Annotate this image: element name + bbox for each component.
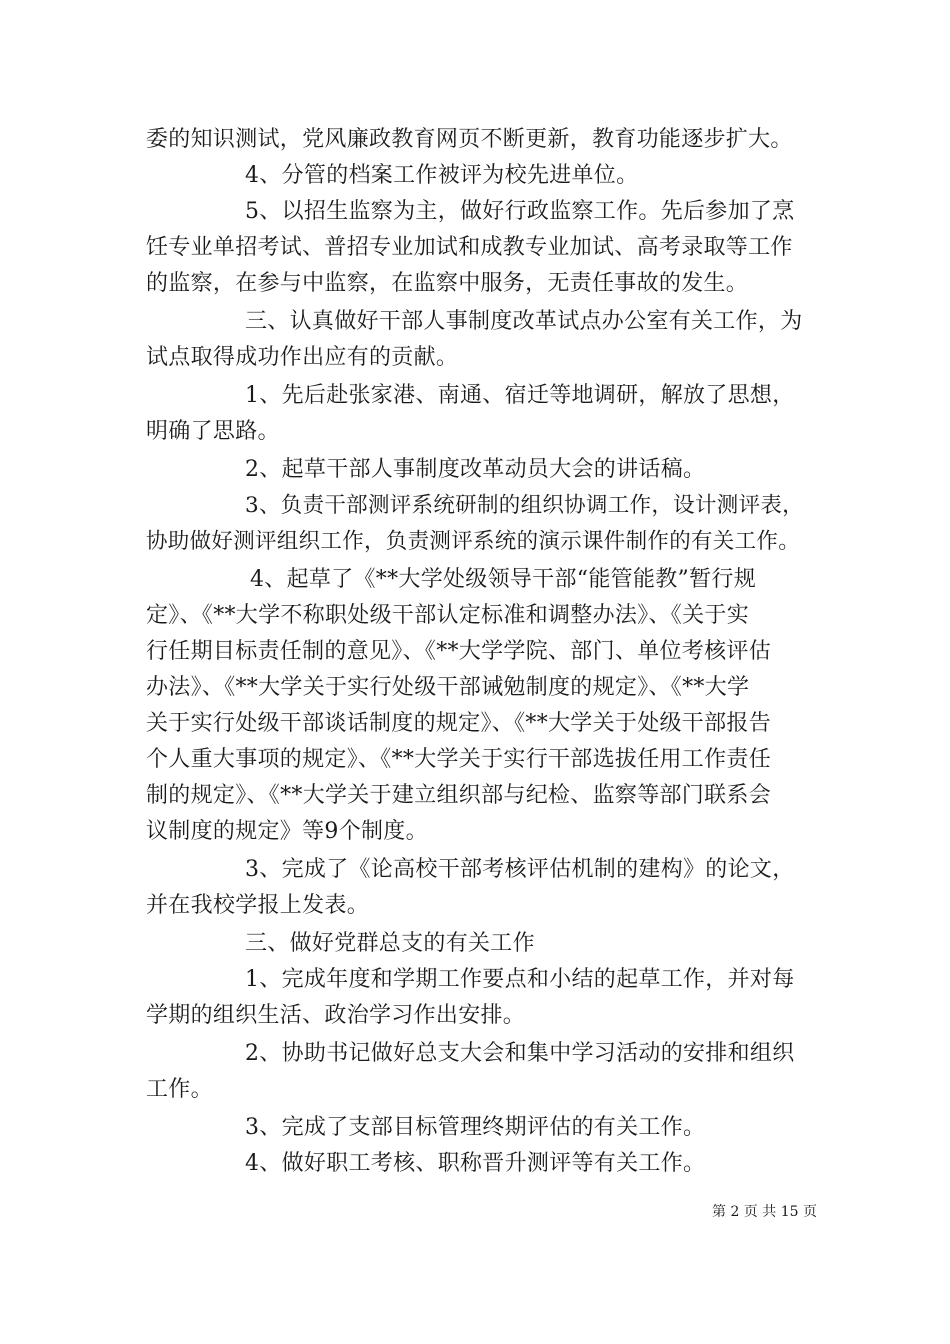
text-line-16: 办法》、《**大学关于实行处级干部诫勉制度的规定》、《**大学: [146, 675, 750, 700]
text-line-4: 饪专业单招考试、普招专业加试和成教专业加试、高考录取等工作: [146, 235, 793, 260]
text-line-8: 1、先后赴张家港、南通、宿迁等地调研，解放了思想，: [245, 383, 795, 408]
text-line-10: 2、起草干部人事制度改革动员大会的讲话稿。: [245, 457, 706, 482]
text-line-7: 试点取得成功作出应有的贡献。: [146, 345, 459, 370]
text-line-9: 明确了思路。: [146, 419, 280, 444]
text-line-5: 的监察，在参与中监察，在监察中服务，无责任事故的发生。: [146, 271, 749, 296]
text-line-27: 工作。: [146, 1077, 213, 1102]
text-line-28: 3、完成了支部目标管理终期评估的有关工作。: [245, 1115, 706, 1140]
text-line-15: 行任期目标责任制的意见》、《**大学学院、部门、单位考核评估: [146, 639, 772, 664]
text-line-18: 个人重大事项的规定》、《**大学关于实行干部选拔任用工作责任: [146, 747, 772, 772]
text-line-24: 1、完成年度和学期工作要点和小结的起草工作，并对每: [245, 967, 795, 992]
text-line-26: 2、协助书记做好总支大会和集中学习活动的安排和组织: [245, 1041, 795, 1066]
text-line-19: 制的规定》、《**大学关于建立组织部与纪检、监察等部门联系会: [146, 783, 772, 808]
text-line-13: 4、起草了《**大学处级领导干部“能管能教”暂行规: [250, 567, 756, 592]
text-line-22: 并在我校学报上发表。: [146, 893, 370, 918]
text-line-17: 关于实行处级干部谈话制度的规定》、《**大学关于处级干部报告: [146, 711, 772, 736]
text-line-1: 委的知识测试，党风廉政教育网页不断更新，教育功能逐步扩大。: [146, 127, 793, 152]
text-line-25: 学期的组织生活、政治学习作出安排。: [146, 1003, 526, 1028]
text-line-21: 3、完成了《论高校干部考核评估机制的建构》的论文，: [245, 857, 795, 882]
section-heading-3a: 三、认真做好干部人事制度改革试点办公室有关工作，为: [245, 309, 803, 334]
text-line-11: 3、负责干部测评系统研制的组织协调工作，设计测评表，: [245, 493, 804, 518]
text-line-3: 5、以招生监察为主，做好行政监察工作。先后参加了烹: [245, 199, 795, 224]
section-heading-3b: 三、做好党群总支的有关工作: [245, 931, 535, 956]
page-number-footer: 第 2 页 共 15 页: [712, 1204, 817, 1220]
text-line-2: 4、分管的档案工作被评为校先进单位。: [245, 163, 639, 188]
text-line-29: 4、做好职工考核、职称晋升测评等有关工作。: [245, 1151, 706, 1176]
text-line-14: 定》、《**大学不称职处级干部认定标准和调整办法》、《关于实: [146, 603, 750, 628]
text-line-12: 协助做好测评组织工作，负责测评系统的演示课件制作的有关工作。: [146, 529, 801, 554]
text-line-20: 议制度的规定》等9个制度。: [146, 819, 428, 844]
